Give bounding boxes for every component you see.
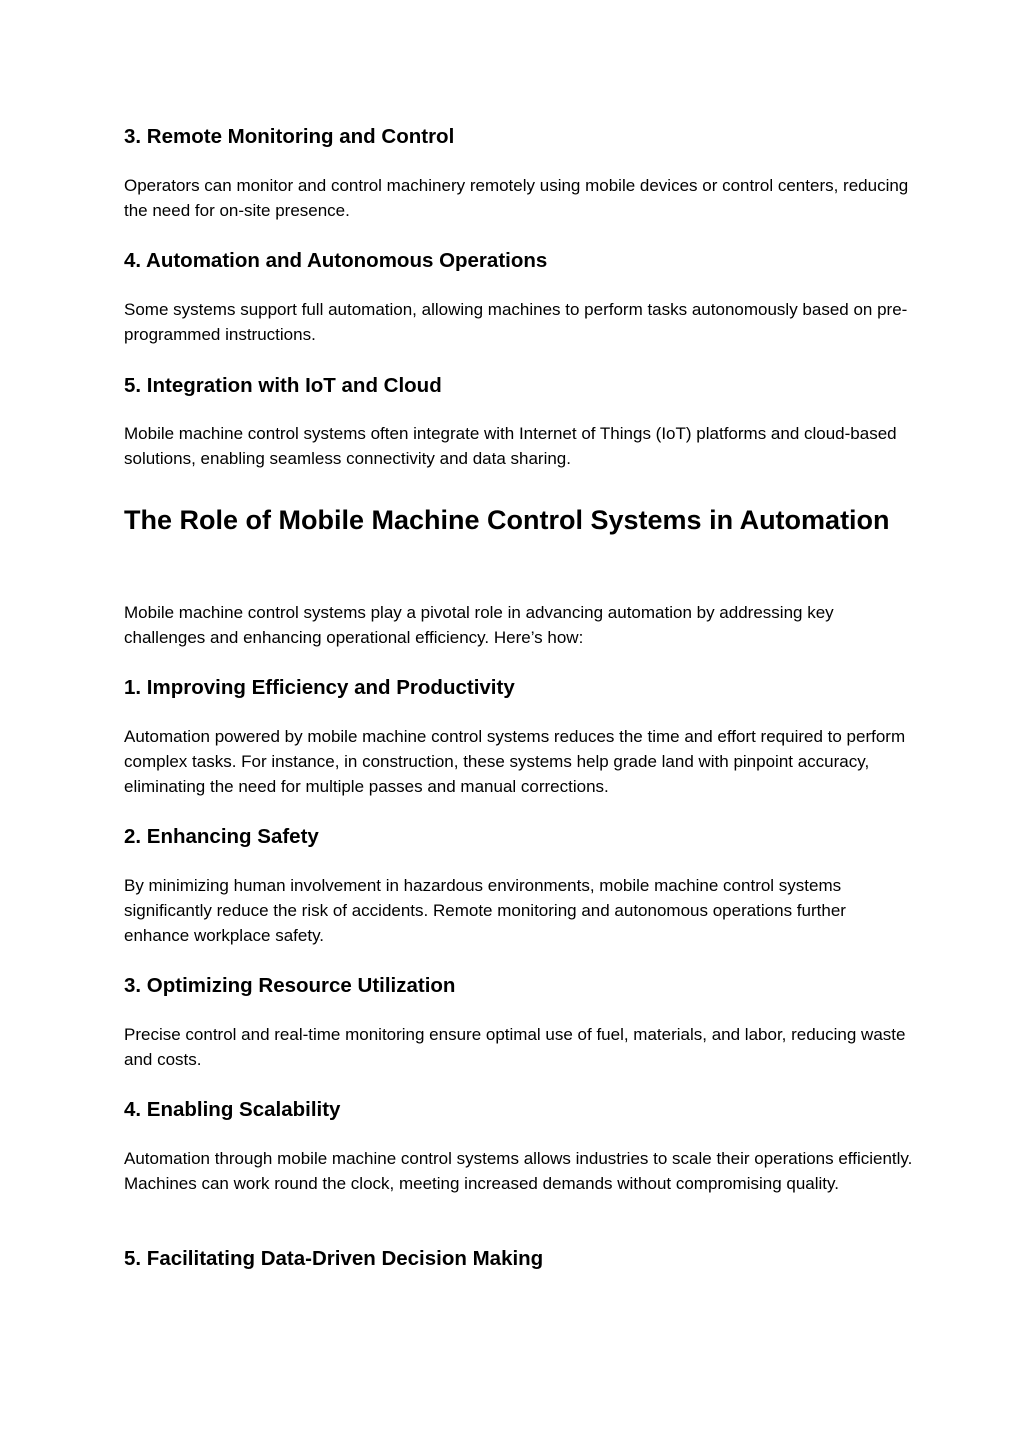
- heading-remote-monitoring: 3. Remote Monitoring and Control: [124, 125, 455, 148]
- heading-iot-cloud: 5. Integration with IoT and Cloud: [124, 374, 442, 397]
- paragraph-iot-cloud: Mobile machine control systems often integrate with Internet of Things (IoT) platforms and cloud-based solutions, enabling seamless connectivity and data sharing.: [124, 424, 897, 468]
- paragraph-enhancing-safety: By minimizing human involvement in hazardous environments, mobile machine control systems significantly reduce the risk of accidents. Remote monitoring and autonomous operations further enhance workplace safety.: [124, 876, 846, 945]
- heading-resource-utilization: 3. Optimizing Resource Utilization: [124, 974, 456, 997]
- heading-enabling-scalability: 4. Enabling Scalability: [124, 1098, 341, 1121]
- paragraph-efficiency-productivity: Automation powered by mobile machine control systems reduces the time and effort required to perform complex tasks. For instance, in construction, these systems help grade land with pinpoint accuracy, eliminating the need for multiple passes and manual corrections.: [124, 727, 906, 796]
- heading-efficiency-productivity: 1. Improving Efficiency and Productivity: [124, 676, 515, 699]
- paragraph-automation-autonomous: Some systems support full automation, allowing machines to perform tasks autonomously based on pre-programmed instructions.: [124, 300, 908, 344]
- paragraph-enabling-scalability: Automation through mobile machine control systems allows industries to scale their operations efficiently. Machines can work round the clock, meeting increased demands without compromising quality.: [124, 1149, 913, 1193]
- paragraph-role-intro: Mobile machine control systems play a pivotal role in advancing automation by addressing key challenges and enhancing operational efficiency. Here’s how:: [124, 603, 834, 647]
- heading-data-driven-decisions: 5. Facilitating Data-Driven Decision Making: [124, 1247, 544, 1270]
- heading-enhancing-safety: 2. Enhancing Safety: [124, 825, 319, 848]
- section-title-role-in-automation: The Role of Mobile Machine Control Systems in Automation: [124, 505, 890, 535]
- paragraph-resource-utilization: Precise control and real-time monitoring ensure optimal use of fuel, materials, and labor, reducing waste and costs.: [124, 1025, 906, 1069]
- paragraph-remote-monitoring: Operators can monitor and control machinery remotely using mobile devices or control centers, reducing the need for on-site presence.: [124, 176, 909, 220]
- heading-automation-autonomous: 4. Automation and Autonomous Operations: [124, 249, 548, 272]
